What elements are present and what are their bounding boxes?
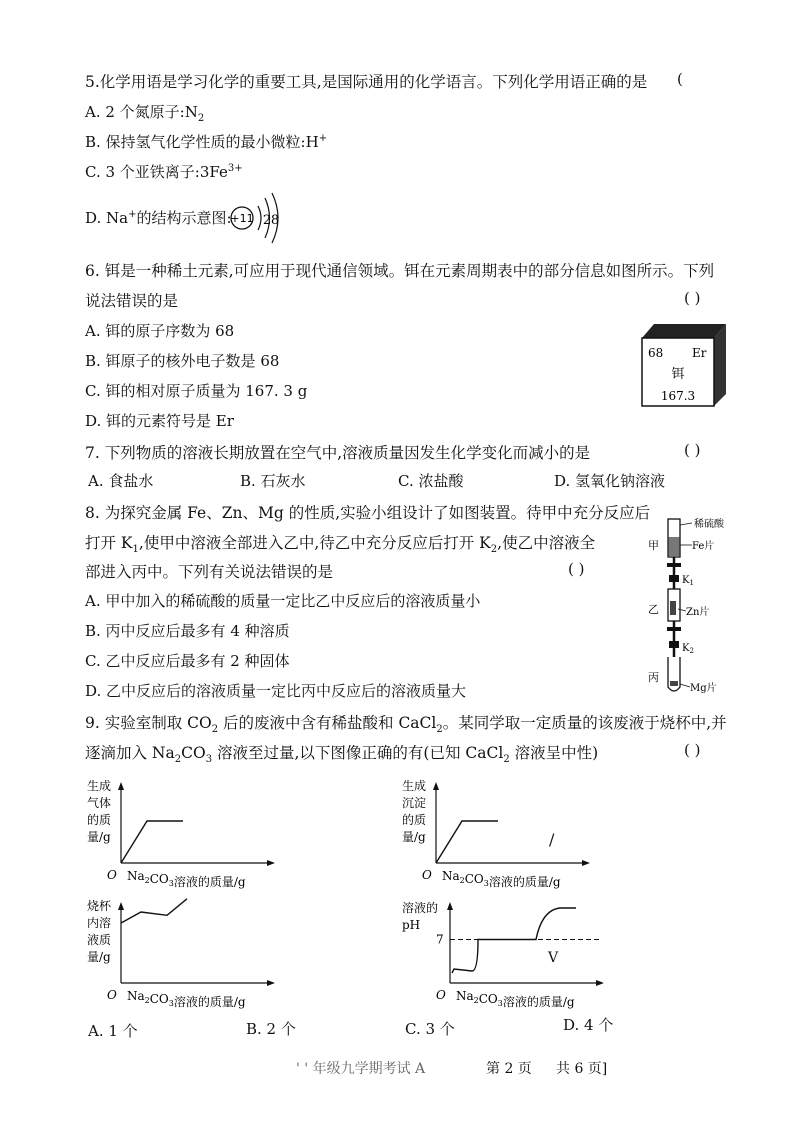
q9-stem-line1: 9. 实验室制取 $CO_2$ 后的废液中含有稀盐酸和 CaCl$_2$。某同学取一定质量的该废液于烧杯中,并 [85, 714, 727, 736]
fe-label: Fe片 [692, 541, 715, 552]
y-axis-label-line: 量/g [87, 950, 111, 964]
periodic-table-cell-erbium [640, 322, 728, 408]
q6-option-a[interactable]: A. 铒的原子序数为 68 [85, 322, 235, 340]
origin-label: O [436, 988, 446, 1002]
x-axis-label: $Na_2CO_3$溶液的质量/g [442, 869, 561, 889]
data-series-line [436, 821, 498, 863]
graph-gas-mass [85, 778, 285, 888]
y-axis-label-line: 液质 [87, 933, 112, 947]
y-axis-label-line: 溶液的 [402, 901, 439, 915]
atomic-number: 68 [648, 346, 664, 360]
shell1-electrons: 2 [262, 213, 272, 228]
q8-stem-line3: 部进入丙中。下列有关说法错误的是 [85, 563, 334, 581]
q9-stem-line2: 逐滴加入 $Na_2CO_3$ 溶液至过量,以下图像正确的有(已知 CaCl$_2$ 溶液呈中性) [85, 744, 599, 766]
y-axis-label-line: 的质 [87, 813, 112, 827]
na-ion-structure-diagram [228, 192, 288, 246]
q8-option-a[interactable]: A. 甲中加入的稀硫酸的质量一定比乙中反应后的溶液质量小 [85, 592, 481, 610]
q6-stem-line1: 6. 铒是一种稀土元素,可应用于现代通信领域。铒在元素周期表中的部分信息如图所示。下列 [85, 262, 715, 280]
atomic-mass: 167.3 [660, 389, 696, 403]
q5-option-d[interactable]: D. Na+的结构示意图: [85, 209, 232, 227]
y-axis-label-line: 沉淀 [402, 796, 427, 810]
element-name: 铒 [671, 367, 685, 382]
y-axis-arrow [447, 902, 453, 910]
data-series-line [121, 821, 183, 863]
q8-option-d[interactable]: D. 乙中反应后的溶液质量一定比丙中反应后的溶液质量大 [85, 682, 467, 700]
y-axis-arrow [118, 782, 124, 790]
q8-option-b[interactable]: B. 丙中反应后最多有 4 种溶质 [85, 622, 290, 640]
y-axis-label-line: 内溶 [87, 916, 112, 930]
q6-option-c[interactable]: C. 铒的相对原子质量为 167. 3 g [85, 382, 308, 400]
q7-option-b[interactable]: B. 石灰水 [240, 472, 306, 490]
valve-k2-label: $K_2$ [682, 643, 694, 655]
acid-label: 稀硫酸 [694, 519, 724, 530]
q6-option-b[interactable]: B. 铒原子的核外电子数是 68 [85, 352, 280, 370]
q7-stem: 7. 下列物质的溶液长期放置在空气中,溶液质量因发生化学变化而减小的是 [85, 444, 591, 462]
q9-option-c[interactable]: C. 3 个 [405, 1020, 455, 1038]
x-axis-label: $Na_2CO_3$溶液的质量/g [127, 869, 246, 889]
q8-stem-line2: 打开 $K_1$,使甲中溶液全部进入乙中,待乙中充分反应后打开 $K_2$,使乙中溶液全 [85, 534, 596, 556]
y-axis-label-line: 量/g [402, 830, 426, 844]
y-axis-label-line: 气体 [87, 796, 112, 810]
q9-option-d[interactable]: D. 4 个 [563, 1016, 614, 1034]
tube-jia-label: 甲 [648, 539, 659, 552]
tube-bing-label: 丙 [648, 671, 659, 684]
y-axis-label-line: 的质 [402, 813, 427, 827]
footer-page-number: 第 2 页 [486, 1061, 532, 1077]
q5-option-b[interactable]: B. 保持氢气化学性质的最小微粒:H+ [85, 133, 328, 151]
q7-option-a[interactable]: A. 食盐水 [88, 472, 154, 490]
q5-option-c[interactable]: C. 3 个亚铁离子$:3Fe^{3+}$ [85, 163, 243, 181]
y-axis-arrow [118, 902, 124, 910]
q6-answer-bracket: ( ) [684, 289, 701, 307]
ph-7-label: 7 [436, 932, 444, 947]
q7-option-d[interactable]: D. 氢氧化钠溶液 [554, 472, 666, 490]
y-axis-label-line: 量/g [87, 830, 111, 844]
mg-label: Mg片 [690, 683, 717, 694]
origin-label: O [107, 988, 117, 1002]
y-axis-label-line: 生成 [402, 779, 427, 793]
footer-exam-title: ' ' 年级九学期考试 A [296, 1061, 426, 1077]
origin-label: O [422, 868, 432, 882]
shell2-electrons: 8 [270, 213, 280, 228]
x-axis-arrow [582, 860, 590, 866]
three-tube-apparatus [648, 517, 728, 695]
q5-option-a[interactable]: A. 2 个氮原子$:N_2$ [85, 103, 205, 124]
nucleus-charge: +11 [230, 212, 254, 225]
q6-stem-line2: 说法错误的是 [85, 292, 179, 310]
q7-option-c[interactable]: C. 浓盐酸 [398, 472, 464, 490]
graph-precipitate-mass [400, 778, 600, 888]
y-axis-label-line: 生成 [87, 779, 112, 793]
x-axis-label: $Na_2CO_3$溶液的质量/g [127, 989, 246, 1009]
x-axis-arrow [596, 980, 604, 986]
y-axis-label-line: pH [402, 918, 421, 932]
q5-stem: 5.化学用语是学习化学的重要工具,是国际通用的化学语言。下列化学用语正确的是 [85, 73, 648, 91]
tube-yi-label: 乙 [648, 603, 659, 616]
stray-mark: / [549, 830, 555, 849]
q8-stem-line1: 8. 为探究金属 Fe、Zn、Mg 的性质,实验小组设计了如图装置。待甲中充分反应后 [85, 504, 651, 522]
valve-k1-label: $K_1$ [682, 575, 694, 587]
q9-answer-bracket: ( ) [684, 741, 701, 759]
y-axis-arrow [433, 782, 439, 790]
q8-option-c[interactable]: C. 乙中反应后最多有 2 种固体 [85, 652, 290, 670]
q5-answer-bracket: ( [677, 70, 683, 88]
q9-option-b[interactable]: B. 2 个 [246, 1020, 296, 1038]
footer-total-pages: 共 6 页] [556, 1061, 608, 1077]
zn-label: Zn片 [686, 607, 710, 618]
data-series-line [121, 899, 187, 923]
x-axis-label: $Na_2CO_3$溶液的质量/g [456, 989, 575, 1009]
origin-label: O [107, 868, 117, 882]
graph-beaker-solution-mass [85, 898, 285, 1008]
y-axis-label-line: 烧杯 [87, 899, 112, 913]
element-symbol: Er [692, 346, 707, 360]
stray-mark-v: V [548, 950, 559, 966]
q9-option-a[interactable]: A. 1 个 [88, 1022, 138, 1040]
q6-option-d[interactable]: D. 铒的元素符号是 Er [85, 412, 234, 430]
x-axis-arrow [267, 860, 275, 866]
q7-answer-bracket: ( ) [684, 441, 701, 459]
graph-solution-ph [400, 898, 600, 1008]
x-axis-arrow [267, 980, 275, 986]
q8-answer-bracket: ( ) [568, 560, 585, 578]
